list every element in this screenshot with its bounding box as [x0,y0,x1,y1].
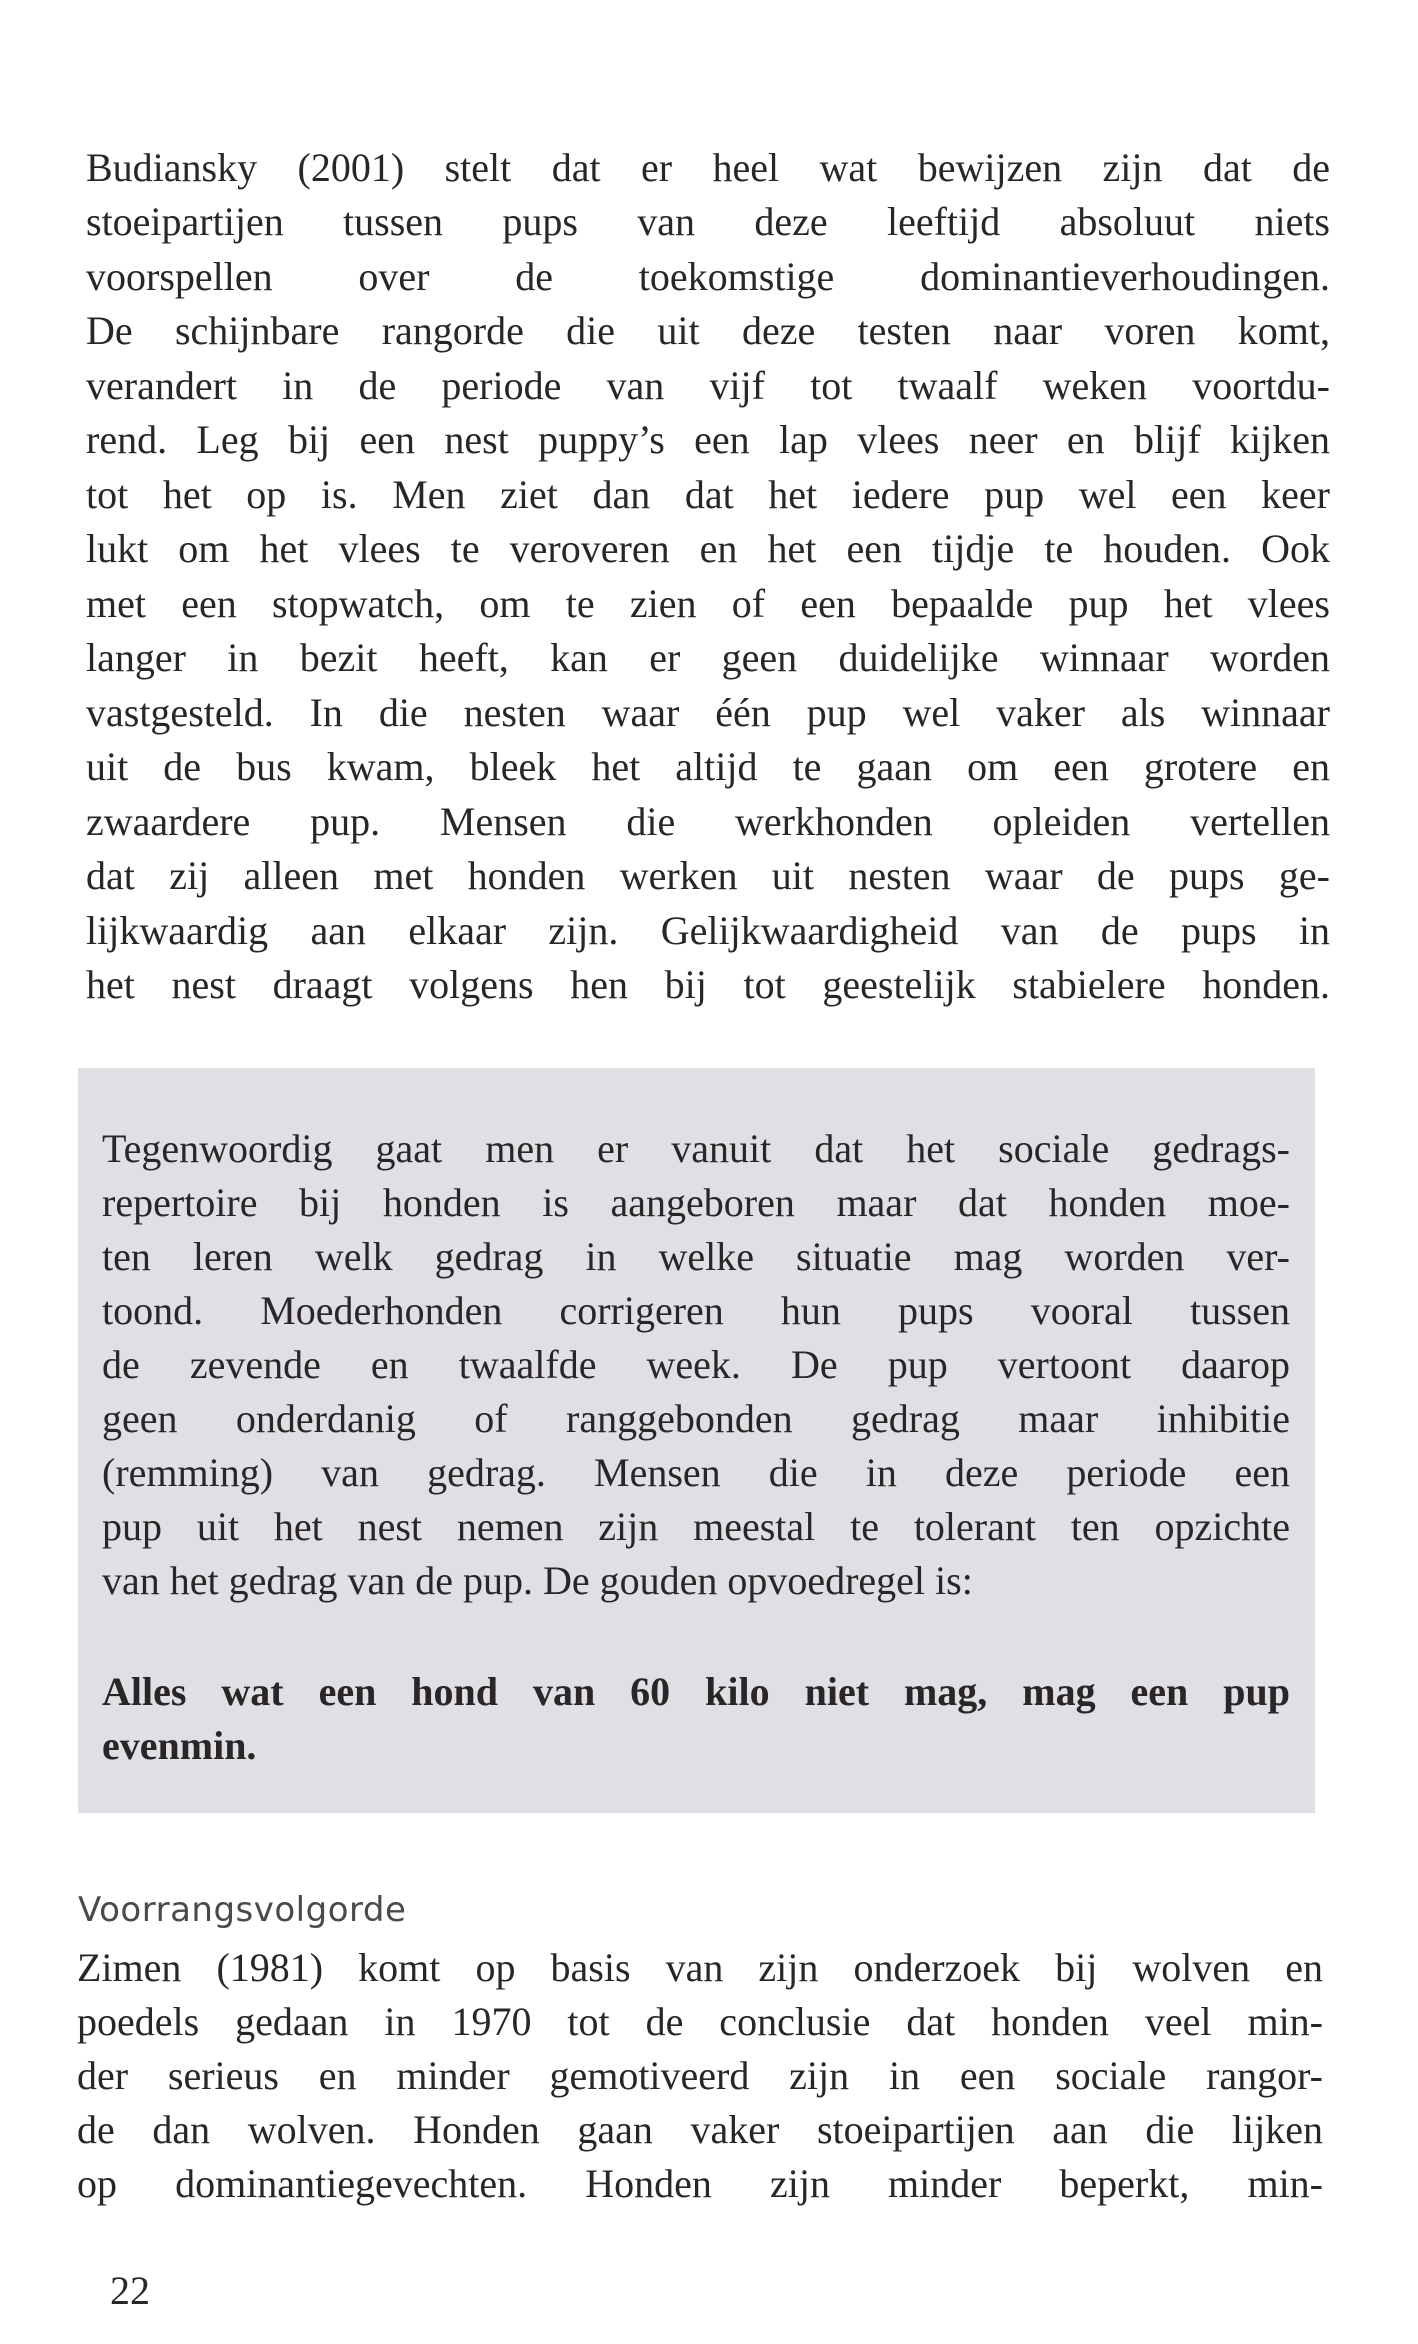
box-text-line: (remming) van gedrag. Mensen die in deze periode een [102,1450,1290,1495]
golden-rule-line: Alles wat een hond van 60 kilo niet mag, mag een pup [102,1669,1290,1714]
box-text-line: van het gedrag van de pup. De gouden opvoedregel is: [102,1558,973,1603]
text-line: poedels gedaan in 1970 tot de conclusie dat honden veel min- [77,1999,1323,2044]
text-line: lukt om het vlees te veroveren en het een tijdje te houden. Ook [86,526,1330,571]
text-line: dat zij alleen met honden werken uit nesten waar de pups ge- [86,853,1330,898]
text-line: lijkwaardig aan elkaar zijn. Gelijkwaardigheid van de pups in [86,908,1330,953]
text-line: zwaardere pup. Mensen die werkhonden opleiden vertellen [86,799,1330,844]
text-line: tot het op is. Men ziet dan dat het iedere pup wel een keer [86,472,1330,517]
text-line: uit de bus kwam, bleek het altijd te gaan om een grotere en [86,744,1330,789]
golden-rule-line: evenmin. [102,1723,257,1768]
text-line: verandert in de periode van vijf tot twaalf weken voortdu- [86,363,1330,408]
box-text-line: toond. Moederhonden corrigeren hun pups vooral tussen [102,1288,1290,1333]
box-text-line: ten leren welk gedrag in welke situatie mag worden ver- [102,1234,1290,1279]
box-text-line: de zevende en twaalfde week. De pup vertoont daarop [102,1342,1290,1387]
text-line: op dominantiegevechten. Honden zijn minder beperkt, min- [77,2161,1323,2206]
text-line: Zimen (1981) komt op basis van zijn onderzoek bij wolven en [77,1945,1323,1990]
box-text-line: pup uit het nest nemen zijn meestal te tolerant ten opzichte [102,1504,1290,1549]
text-line: vastgesteld. In die nesten waar één pup wel vaker als winnaar [86,690,1330,735]
text-line: met een stopwatch, om te zien of een bepaalde pup het vlees [86,581,1330,626]
text-line: Budiansky (2001) stelt dat er heel wat bewijzen zijn dat de [86,145,1330,190]
text-line: stoeipartijen tussen pups van deze leeftijd absoluut niets [86,199,1330,244]
text-line: der serieus en minder gemotiveerd zijn in een sociale rangor- [77,2053,1323,2098]
text-line: voorspellen over de toekomstige dominantieverhoudingen. [86,254,1330,299]
text-line: De schijnbare rangorde die uit deze testen naar voren komt, [86,308,1330,353]
box-text-line: Tegenwoordig gaat men er vanuit dat het sociale gedrags- [102,1126,1290,1171]
page-number: 22 [110,2268,150,2313]
section-heading: Voorrangsvolgorde [78,1890,407,1930]
highlight-box [78,1068,1315,1813]
text-line: de dan wolven. Honden gaan vaker stoeipartijen aan die lijken [77,2107,1323,2152]
text-line: rend. Leg bij een nest puppy’s een lap vlees neer en blijf kijken [86,417,1330,462]
box-text-line: repertoire bij honden is aangeboren maar dat honden moe- [102,1180,1290,1225]
text-line: het nest draagt volgens hen bij tot geestelijk stabielere honden. [86,962,1330,1007]
text-line: langer in bezit heeft, kan er geen duidelijke winnaar worden [86,635,1330,680]
box-text-line: geen onderdanig of ranggebonden gedrag maar inhibitie [102,1396,1290,1441]
